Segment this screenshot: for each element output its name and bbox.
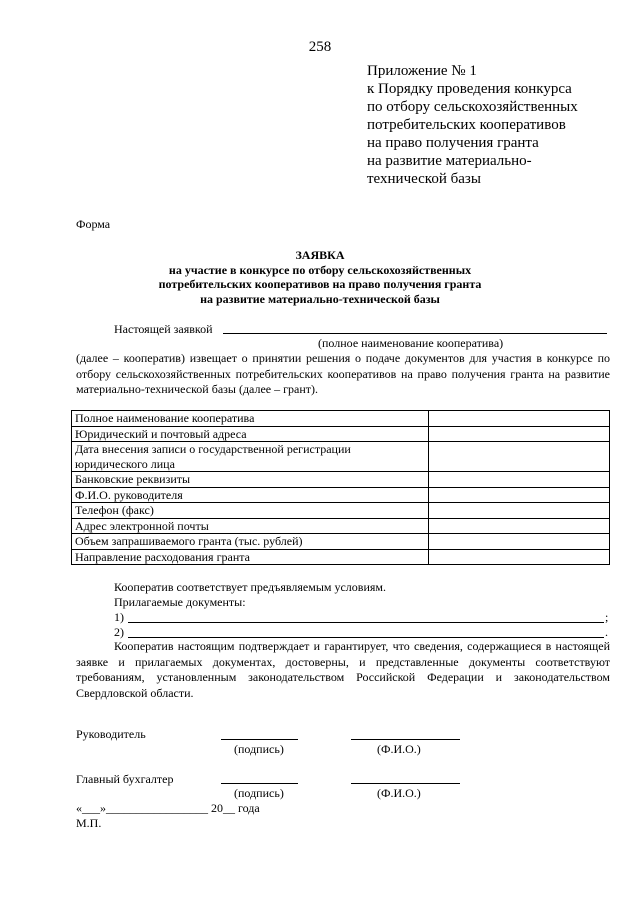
date-line[interactable]: «___»_________________ 20__ года xyxy=(76,801,260,815)
page-number: 258 xyxy=(308,39,332,55)
head-name-line[interactable] xyxy=(351,739,460,740)
appendix-line: к Порядку проведения конкурса xyxy=(367,81,572,97)
attached-item-end: ; xyxy=(605,610,609,624)
table-row xyxy=(72,411,610,427)
signature-caption: (подпись) xyxy=(234,786,284,800)
stamp-label: М.П. xyxy=(76,816,102,830)
table-cell-value[interactable] xyxy=(429,472,610,488)
table-row xyxy=(72,426,610,442)
head-signature-line[interactable] xyxy=(221,739,298,740)
attached-item-number: 2) xyxy=(114,625,124,639)
table-cell-value[interactable] xyxy=(429,426,610,442)
table-cell-label: Ф.И.О. руководителя xyxy=(72,487,429,503)
accountant-name-line[interactable] xyxy=(351,783,460,784)
title-line: ЗАЯВКА xyxy=(295,248,345,262)
cooperative-name-line[interactable] xyxy=(223,333,607,334)
form-label: Форма xyxy=(76,217,111,231)
name-caption: (Ф.И.О.) xyxy=(377,786,421,800)
head-label: Руководитель xyxy=(76,727,146,741)
cooperative-info-table xyxy=(71,410,610,565)
table-cell-label: Дата внесения записи о государственной регистрации юридического лица xyxy=(72,442,429,472)
cooperative-name-caption: (полное наименование кооператива) xyxy=(318,336,504,350)
table-row xyxy=(72,534,610,550)
table-cell-label: Банковские реквизиты xyxy=(72,472,429,488)
table-row xyxy=(72,503,610,519)
attached-docs-label: Прилагаемые документы: xyxy=(114,595,246,609)
table-cell-value[interactable] xyxy=(429,411,610,427)
document-title xyxy=(0,248,640,306)
name-caption: (Ф.И.О.) xyxy=(377,742,421,756)
appendix-line: технической базы xyxy=(367,171,481,187)
table-row xyxy=(72,472,610,488)
title-line: на развитие материально-технической базы xyxy=(200,291,440,306)
attached-doc-line[interactable] xyxy=(128,637,604,638)
intro-lead: Настоящей заявкой xyxy=(114,322,213,336)
appendix-line: на развитие материально- xyxy=(367,153,532,169)
attached-doc-line[interactable] xyxy=(128,622,604,623)
table-cell-value[interactable] xyxy=(429,534,610,550)
appendix-line: потребительских кооперативов xyxy=(367,117,566,133)
table-row xyxy=(72,549,610,565)
appendix-line: на право получения гранта xyxy=(367,135,539,151)
table-cell-value[interactable] xyxy=(429,503,610,519)
title-line: потребительских кооперативов на право получения гранта xyxy=(158,277,482,291)
table-row xyxy=(72,442,610,472)
table-cell-label: Полное наименование кооператива xyxy=(72,411,429,427)
appendix-line: по отбору сельскохозяйственных xyxy=(367,99,578,115)
table-row xyxy=(72,487,610,503)
table-cell-label: Объем запрашиваемого гранта (тыс. рублей) xyxy=(72,534,429,550)
confirmation-paragraph: Кооператив настоящим подтверждает и гарантирует, что сведения, содержащиеся в настоящей заявке и прилагаемых документах, достоверны, и представленные документы соответствуют требованиям, установленным законодательством Российской Федерации и законодательством Свердловской области. xyxy=(76,639,610,700)
title-line: на участие в конкурсе по отбору сельскохозяйственных xyxy=(168,262,472,277)
intro-paragraph: (далее – кооператив) извещает о принятии решения о подаче документов для участия в конкурсе по отбору сельскохозяйственных потребительских кооперативов на право получения гранта на развитие материально-технической базы (далее – грант). xyxy=(76,351,610,396)
accountant-signature-line[interactable] xyxy=(221,783,298,784)
table-cell-value[interactable] xyxy=(429,442,610,472)
table-cell-value[interactable] xyxy=(429,487,610,503)
appendix-block xyxy=(367,62,578,188)
table-cell-label: Юридический и почтовый адреса xyxy=(72,426,429,442)
signature-caption: (подпись) xyxy=(234,742,284,756)
attached-item-number: 1) xyxy=(114,610,124,624)
compliance-text: Кооператив соответствует предъявляемым условиям. xyxy=(114,580,386,594)
table-row xyxy=(72,518,610,534)
table-cell-label: Адрес электронной почты xyxy=(72,518,429,534)
attached-item-end: . xyxy=(605,625,608,639)
accountant-label: Главный бухгалтер xyxy=(76,772,174,786)
appendix-line: Приложение № 1 xyxy=(367,63,477,79)
table-cell-label: Телефон (факс) xyxy=(72,503,429,519)
table-cell-label: Направление расходования гранта xyxy=(72,549,429,565)
table-cell-value[interactable] xyxy=(429,549,610,565)
table-cell-value[interactable] xyxy=(429,518,610,534)
